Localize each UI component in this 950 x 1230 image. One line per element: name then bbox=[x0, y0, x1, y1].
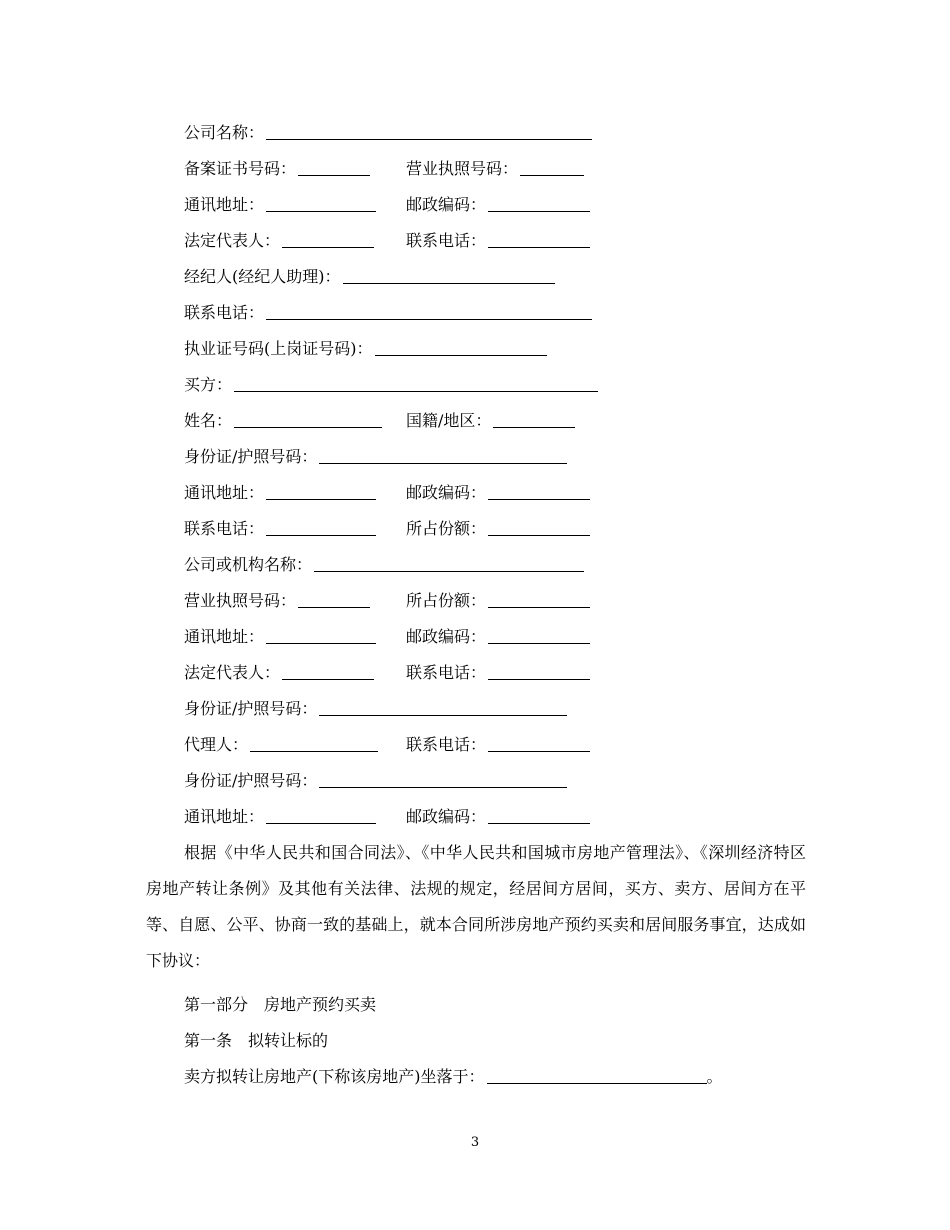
practice-cert-label: 执业证号码(上岗证号码)： bbox=[184, 338, 373, 358]
form-row-org-name bbox=[184, 545, 584, 581]
company-name-blank[interactable] bbox=[266, 119, 592, 140]
agent-address-blank[interactable] bbox=[266, 803, 376, 824]
location-blank[interactable] bbox=[487, 1063, 707, 1084]
form-row-buyer-phone-share bbox=[184, 509, 604, 545]
form-row-legal-rep-phone bbox=[184, 221, 604, 257]
form-row-buyer-id bbox=[184, 437, 567, 473]
practice-cert-blank[interactable] bbox=[375, 335, 547, 356]
nationality-label: 国籍/地区： bbox=[406, 410, 492, 430]
nationality-blank[interactable] bbox=[493, 407, 575, 428]
org-phone-blank[interactable] bbox=[488, 659, 590, 680]
form-row-practice-cert bbox=[184, 329, 547, 365]
agent-postal-blank[interactable] bbox=[488, 803, 590, 824]
company-name-label: 公司名称： bbox=[184, 122, 265, 142]
record-cert-blank[interactable] bbox=[298, 155, 370, 176]
org-license-label: 营业执照号码： bbox=[184, 590, 297, 610]
buyer-share-blank[interactable] bbox=[488, 515, 590, 536]
postal-code-label: 邮政编码： bbox=[406, 194, 487, 214]
broker-label: 经纪人(经纪人助理)： bbox=[184, 266, 341, 286]
org-address-label: 通讯地址： bbox=[184, 626, 265, 646]
form-row-broker bbox=[184, 257, 555, 293]
org-address-blank[interactable] bbox=[266, 623, 376, 644]
agent-id-blank[interactable] bbox=[319, 767, 567, 788]
legal-rep-label: 法定代表人： bbox=[184, 230, 281, 250]
form-row-address-postal bbox=[184, 185, 604, 221]
form-row-org-address-postal bbox=[184, 617, 604, 653]
location-label: 卖方拟转让房地产(下称该房地产)坐落于： bbox=[184, 1066, 485, 1086]
org-postal-blank[interactable] bbox=[488, 623, 590, 644]
org-license-blank[interactable] bbox=[298, 587, 370, 608]
form-row-name-nationality bbox=[184, 401, 604, 437]
mailing-address-blank[interactable] bbox=[266, 191, 376, 212]
location-suffix: 。 bbox=[706, 1066, 723, 1086]
agent-postal-label: 邮政编码： bbox=[406, 806, 487, 826]
org-share-label: 所占份额： bbox=[406, 590, 487, 610]
contact-phone-label: 联系电话： bbox=[406, 230, 487, 250]
agent-phone-blank[interactable] bbox=[488, 731, 590, 752]
name-blank[interactable] bbox=[234, 407, 382, 428]
org-legal-rep-label: 法定代表人： bbox=[184, 662, 281, 682]
broker-blank[interactable] bbox=[343, 263, 555, 284]
buyer-id-blank[interactable] bbox=[319, 443, 567, 464]
article-one-heading: 第一条 拟转让标的 bbox=[184, 1030, 329, 1050]
broker-phone-blank[interactable] bbox=[266, 299, 592, 320]
form-row-buyer bbox=[184, 365, 598, 401]
form-row-org-legal-rep-phone bbox=[184, 653, 604, 689]
form-row-agent-phone bbox=[184, 725, 604, 761]
buyer-address-label: 通讯地址： bbox=[184, 482, 265, 502]
business-license-label: 营业执照号码： bbox=[406, 158, 519, 178]
org-rep-id-label: 身份证/护照号码： bbox=[184, 698, 318, 718]
buyer-id-label: 身份证/护照号码： bbox=[184, 446, 318, 466]
broker-phone-label: 联系电话： bbox=[184, 302, 265, 322]
form-row-agent-id bbox=[184, 761, 567, 797]
agent-id-label: 身份证/护照号码： bbox=[184, 770, 318, 790]
org-name-label: 公司或机构名称： bbox=[184, 554, 313, 574]
form-row-org-license-share bbox=[184, 581, 604, 617]
postal-code-blank[interactable] bbox=[488, 191, 590, 212]
agent-address-label: 通讯地址： bbox=[184, 806, 265, 826]
form-row-broker-phone bbox=[184, 293, 592, 329]
form-row-record-license bbox=[184, 149, 604, 185]
form-row-agent-address-postal bbox=[184, 797, 604, 833]
legal-rep-blank[interactable] bbox=[282, 227, 374, 248]
buyer-phone-label: 联系电话： bbox=[184, 518, 265, 538]
contact-phone-blank[interactable] bbox=[488, 227, 590, 248]
form-row-org-rep-id bbox=[184, 689, 567, 725]
agreement-paragraph: 根据《中华人民共和国合同法》、《中华人民共和国城市房地产管理法》、《深圳经济特区房地产转让条例》及其他有关法律、法规的规定，经居间方居间，买方、卖方、居间方在平等、自愿、公平、协商一致的基础上，就本合同所涉房地产预约买卖和居间服务事宜，达成如下协议： bbox=[146, 843, 806, 970]
org-rep-id-blank[interactable] bbox=[319, 695, 567, 716]
buyer-address-blank[interactable] bbox=[266, 479, 376, 500]
form-row-buyer-address-postal bbox=[184, 473, 604, 509]
part-one-heading: 第一部分 房地产预约买卖 bbox=[184, 994, 377, 1014]
org-postal-label: 邮政编码： bbox=[406, 626, 487, 646]
name-label: 姓名： bbox=[184, 410, 233, 430]
buyer-label: 买方： bbox=[184, 374, 233, 394]
mailing-address-label: 通讯地址： bbox=[184, 194, 265, 214]
business-license-blank[interactable] bbox=[520, 155, 584, 176]
agent-blank[interactable] bbox=[250, 731, 378, 752]
buyer-blank[interactable] bbox=[234, 371, 598, 392]
form-row-company-name bbox=[184, 113, 592, 149]
agent-label: 代理人： bbox=[184, 734, 249, 754]
org-phone-label: 联系电话： bbox=[406, 662, 487, 682]
buyer-share-label: 所占份额： bbox=[406, 518, 487, 538]
buyer-postal-label: 邮政编码： bbox=[406, 482, 487, 502]
record-cert-label: 备案证书号码： bbox=[184, 158, 297, 178]
buyer-postal-blank[interactable] bbox=[488, 479, 590, 500]
org-share-blank[interactable] bbox=[488, 587, 590, 608]
page-number: 3 bbox=[470, 1135, 480, 1150]
org-legal-rep-blank[interactable] bbox=[282, 659, 374, 680]
org-name-blank[interactable] bbox=[314, 551, 584, 572]
location-line bbox=[184, 1057, 723, 1093]
agent-phone-label: 联系电话： bbox=[406, 734, 487, 754]
buyer-phone-blank[interactable] bbox=[266, 515, 376, 536]
